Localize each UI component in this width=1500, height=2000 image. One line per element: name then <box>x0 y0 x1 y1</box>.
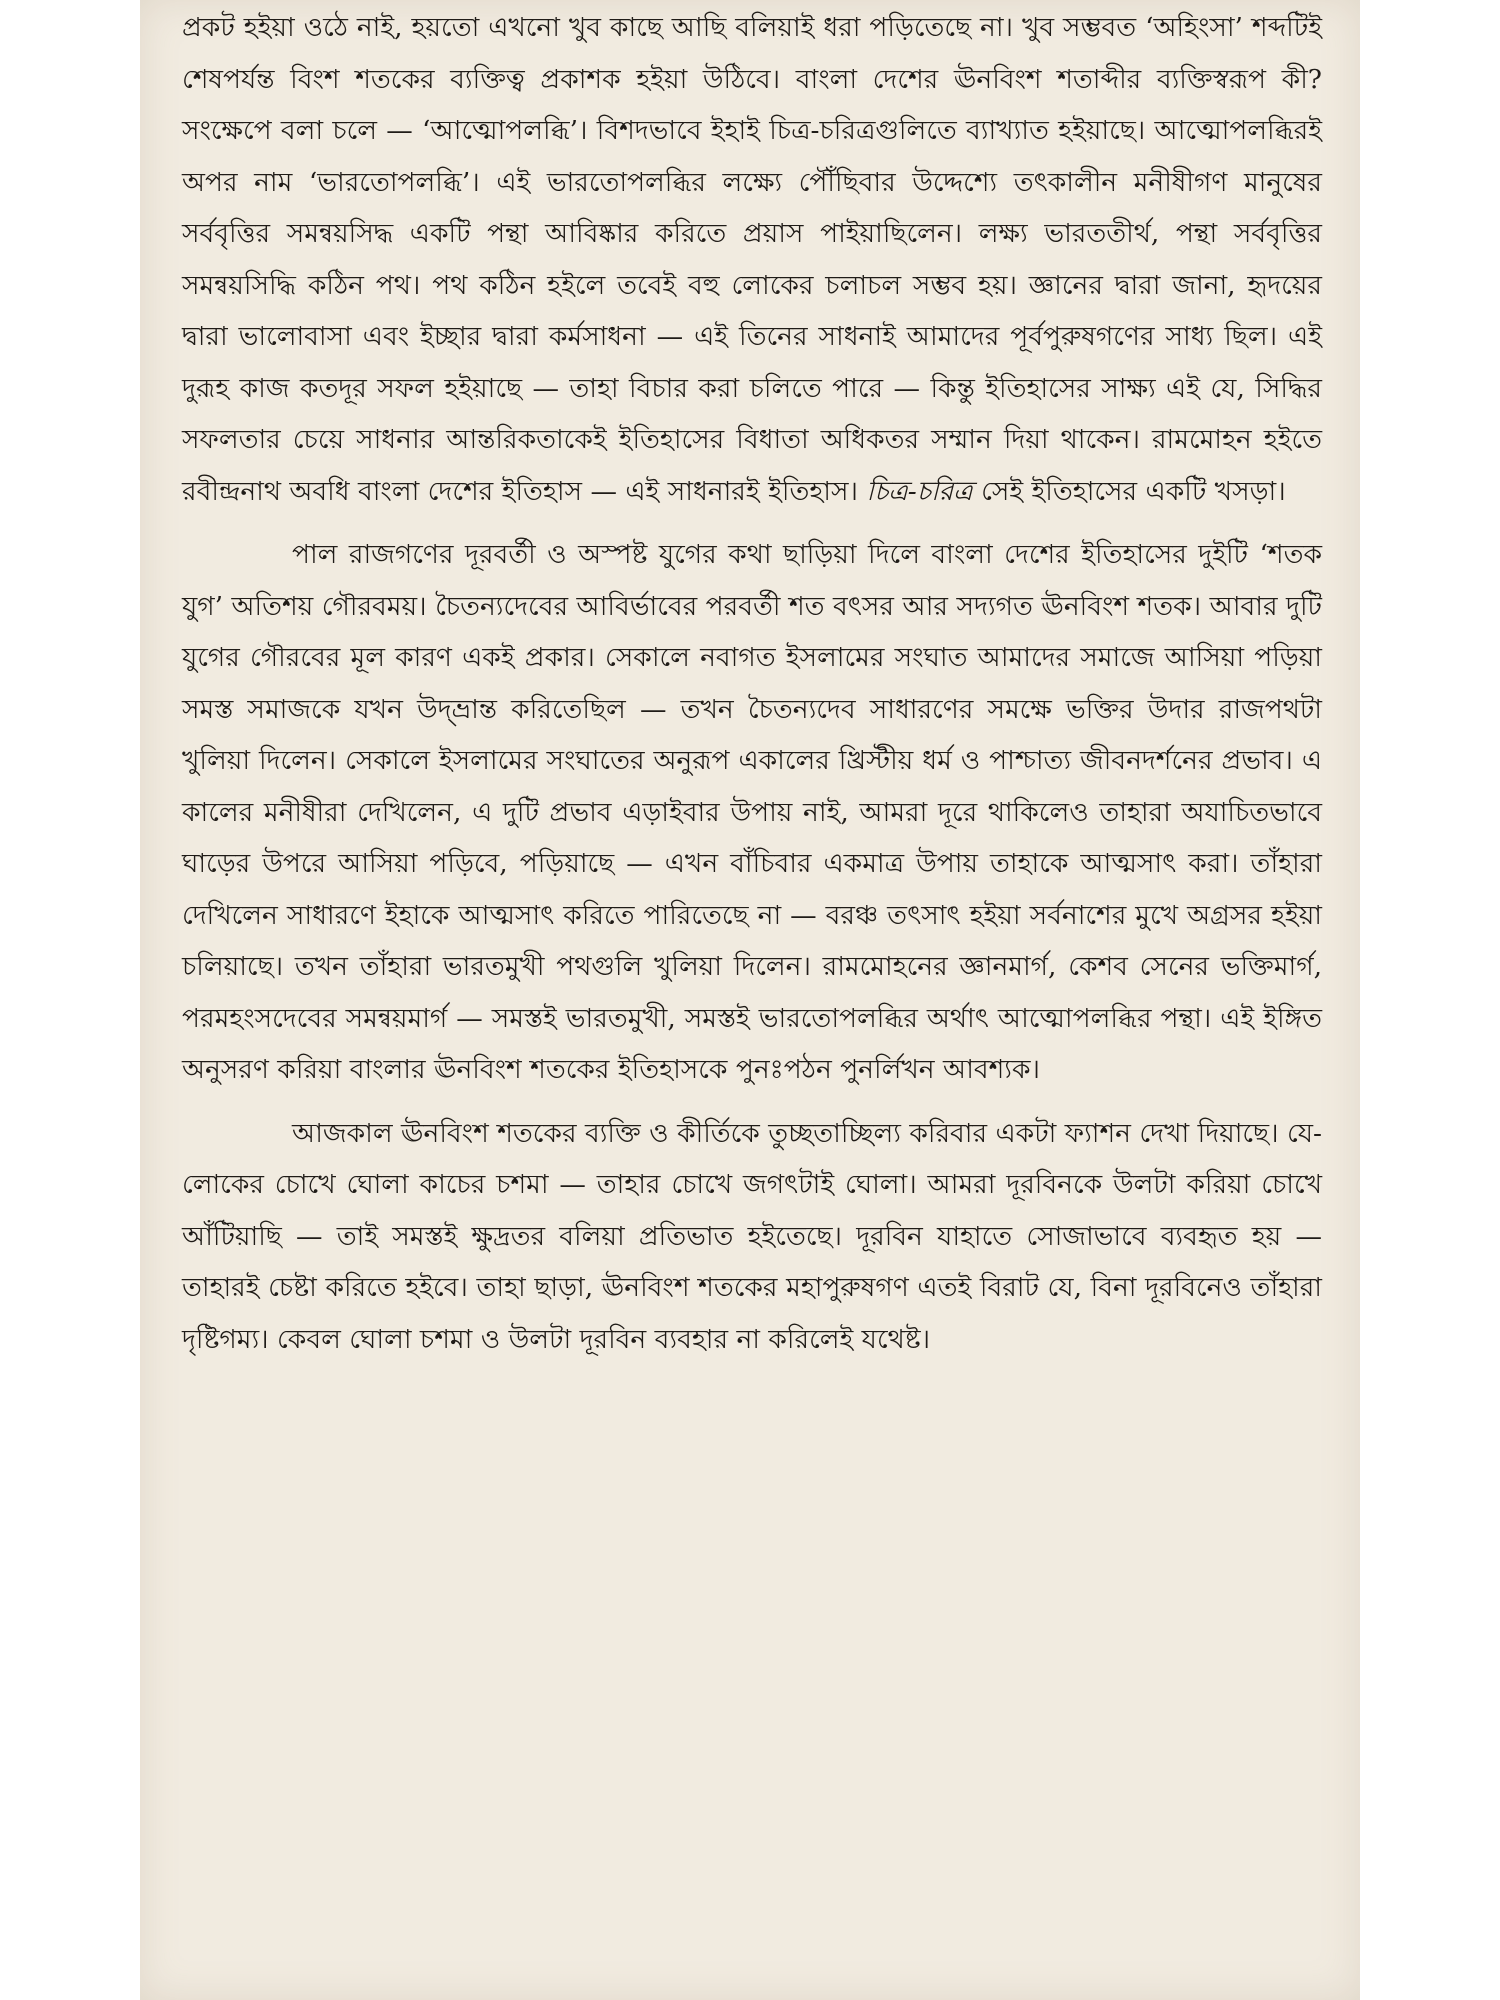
body-text <box>182 2 1322 1365</box>
paragraph-1-tail: সেই ইতিহাসের একটি খসড়া। <box>981 475 1286 507</box>
book-page <box>140 0 1360 2000</box>
paragraph-3: আজকাল ঊনবিংশ শতকের ব্যক্তি ও কীর্তিকে তুচ্ছতাচ্ছিল্য করিবার একটা ফ্যাশন দেখা দিয়াছে। যে-লোকের চোখে ঘোলা কাচের চশমা — তাহার চোখে জগৎটাই ঘোলা। আমরা দূরবিনকে উলটা করিয়া চোখে আঁটিয়াছি — তাই সমস্তই ক্ষুদ্রতর বলিয়া প্রতিভাত হইতেছে। দূরবিন যাহাতে সোজাভাবে ব্যবহৃত হয় — তাহারই চেষ্টা করিতে হইবে। তাহা ছাড়া, ঊনবিংশ শতকের মহাপুরুষগণ এতই বিরাট যে, বিনা দূরবিনেও তাঁহারা দৃষ্টিগম্য। কেবল ঘোলা চশমা ও উলটা দূরবিন ব্যবহার না করিলেই যথেষ্ট। <box>182 1117 1322 1355</box>
book-title-italic: চিত্র-চরিত্র <box>866 475 973 507</box>
paragraph-1 <box>182 2 1322 517</box>
paragraph-2: পাল রাজগণের দূরবর্তী ও অস্পষ্ট যুগের কথা ছাড়িয়া দিলে বাংলা দেশের ইতিহাসের দুইটি ‘শতক যুগ’ অতিশয় গৌরবময়। চৈতন্যদেবের আবির্ভাবের পরবর্তী শত বৎসর আর সদ্যগত ঊনবিংশ শতক। আবার দুটি যুগের গৌরবের মূল কারণ একই প্রকার। সেকালে নবাগত ইসলামের সংঘাত আমাদের সমাজে আসিয়া পড়িয়া সমস্ত সমাজকে যখন উদ্‌ভ্রান্ত করিতেছিল — তখন চৈতন্যদেব সাধারণের সমক্ষে ভক্তির উদার রাজপথটা খুলিয়া দিলেন। সেকালে ইসলামের সংঘাতের অনুরূপ একালের খ্রিস্টীয় ধর্ম ও পাশ্চাত্য জীবনদর্শনের প্রভাব। এ কালের মনীষীরা দেখিলেন, এ দুটি প্রভাব এড়াইবার উপায় নাই, আমরা দূরে থাকিলেও তাহারা অযাচিতভাবে ঘাড়ের উপরে আসিয়া পড়িবে, পড়িয়াছে — এখন বাঁচিবার একমাত্র উপায় তাহাকে আত্মসাৎ করা। তাঁহারা দেখিলেন সাধারণে ইহাকে আত্মসাৎ করিতে পারিতেছে না — বরঞ্চ তৎসাৎ হইয়া সর্বনাশের মুখে অগ্রসর হইয়া চলিয়াছে। তখন তাঁহারা ভারতমুখী পথগুলি খুলিয়া দিলেন। রামমোহনের জ্ঞানমার্গ, কেশব সেনের ভক্তিমার্গ, পরমহংসদেবের সমন্বয়মার্গ — সমস্তই ভারতমুখী, সমস্তই ভারতোপলব্ধির অর্থাৎ আত্মোপলব্ধির পন্থা। এই ইঙ্গিত অনুসরণ করিয়া বাংলার ঊনবিংশ শতকের ইতিহাসকে পুনঃপঠন পুনর্লিখন আবশ্যক। <box>182 539 1322 1085</box>
paragraph-1-text: প্রকট হইয়া ওঠে নাই, হয়তো এখনো খুব কাছে আছি বলিয়াই ধরা পড়িতেছে না। খুব সম্ভবত ‘অহিংসা’ শব্দটিই শেষপর্যন্ত বিংশ শতকের ব্যক্তিত্ব প্রকাশক হইয়া উঠিবে। বাংলা দেশের ঊনবিংশ শতাব্দীর ব্যক্তিস্বরূপ কী? সংক্ষেপে বলা চলে — ‘আত্মোপলব্ধি’। বিশদভাবে ইহাই চিত্র-চরিত্রগুলিতে ব্যাখ্যাত হইয়াছে। আত্মোপলব্ধিরই অপর নাম ‘ভারতোপলব্ধি’। এই ভারতোপলব্ধির লক্ষ্যে পৌঁছিবার উদ্দেশ্যে তৎকালীন মনীষীগণ মানুষের সর্ববৃত্তির সমন্বয়সিদ্ধ একটি পন্থা আবিষ্কার করিতে প্রয়াস পাইয়াছিলেন। লক্ষ্য ভারততীর্থ, পন্থা সর্ববৃত্তির সমন্বয়সিদ্ধি কঠিন পথ। পথ কঠিন হইলে তবেই বহু লোকের চলাচল সম্ভব হয়। জ্ঞানের দ্বারা জানা, হৃদয়ের দ্বারা ভালোবাসা এবং ইচ্ছার দ্বারা কর্মসাধনা — এই তিনের সাধনাই আমাদের পূর্বপুরুষগণের সাধ্য ছিল। এই দুরূহ কাজ কতদূর সফল হইয়াছে — তাহা বিচার করা চলিতে পারে — কিন্তু ইতিহাসের সাক্ষ্য এই যে, সিদ্ধির সফলতার চেয়ে সাধনার আন্তরিকতাকেই ইতিহাসের বিধাতা অধিকতর সম্মান দিয়া থাকেন। রামমোহন হইতে রবীন্দ্রনাথ অবধি বাংলা দেশের ইতিহাস — এই সাধনারই ইতিহাস। <box>182 12 1322 507</box>
